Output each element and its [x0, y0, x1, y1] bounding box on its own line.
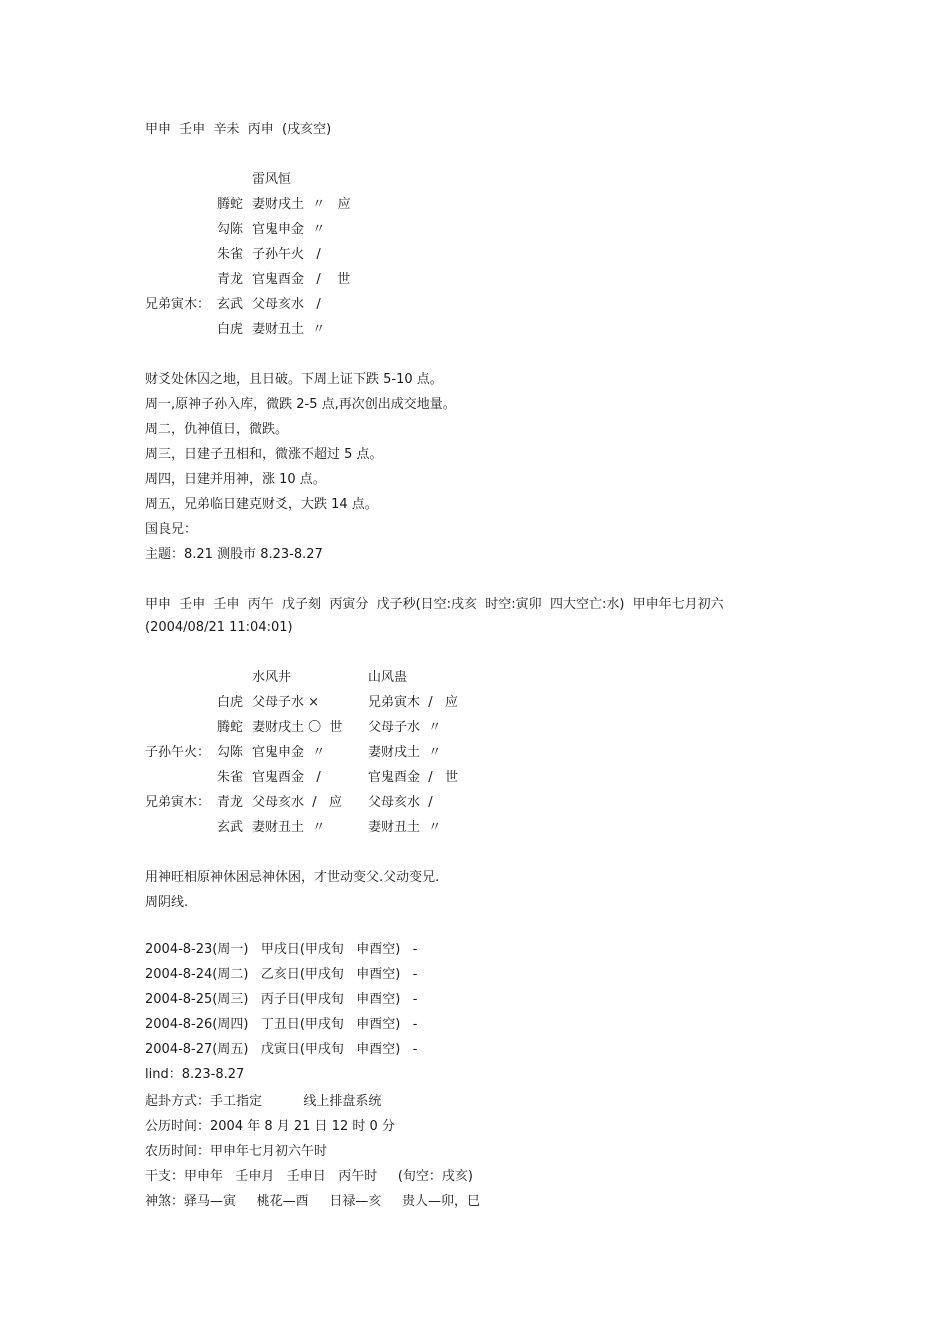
lind-line: lind：8.23-8.27 [145, 1067, 245, 1082]
yao-line: 官鬼酉金 / [252, 770, 321, 785]
yao-line: 官鬼酉金 / 世 [252, 272, 351, 287]
fushen-label: 兄弟寅木： [145, 795, 211, 810]
analysis-line: 周四，日建并用神，涨 10 点。 [145, 472, 326, 487]
day-row: 2004-8-23(周一) 甲戌日(甲戌旬 申酉空) - [145, 942, 418, 957]
analysis-line: 财爻处休囚之地，且日破。下周上证下跌 5-10 点。 [145, 372, 443, 387]
main-hexagram-title: 水风井 [252, 670, 292, 685]
six-god: 腾蛇 [217, 197, 244, 212]
changed-hexagram-title: 山风蛊 [368, 670, 408, 685]
changed-yao-line: 父母子水 〃 [368, 720, 442, 735]
salutation: 国良兄： [145, 522, 198, 537]
yao-line: 父母亥水 / [252, 297, 321, 312]
day-row: 2004-8-24(周二) 乙亥日(甲戌旬 申酉空) - [145, 967, 418, 982]
datetime-line: (2004/08/21 11:04:01) [145, 620, 293, 635]
changed-yao-line: 官鬼酉金 / 世 [368, 770, 459, 785]
six-god: 勾陈 [217, 222, 244, 237]
changed-yao-line: 妻财戌土 〃 [368, 745, 442, 760]
lunar-time: 农历时间：甲申年七月初六午时 [145, 1144, 328, 1159]
fushen-label: 兄弟寅木： [145, 297, 211, 312]
analysis-line: 周五，兄弟临日建克财爻，大跌 14 点。 [145, 497, 378, 512]
yao-line: 官鬼申金 〃 [252, 745, 326, 760]
solar-time: 公历时间：2004 年 8 月 21 日 12 时 0 分 [145, 1119, 395, 1134]
six-god: 朱雀 [217, 770, 244, 785]
changed-yao-line: 妻财丑土 〃 [368, 820, 442, 835]
yao-line: 妻财戌土 〃 应 [252, 197, 351, 212]
yao-line: 妻财戌土 〇 世 [252, 720, 343, 735]
fushen-label: 子孙午火： [145, 745, 211, 760]
six-god: 白虎 [217, 322, 244, 337]
six-god: 勾陈 [217, 745, 244, 760]
six-god: 白虎 [217, 695, 244, 710]
changed-yao-line: 父母亥水 / [368, 795, 433, 810]
shensha-line: 神煞：驿马—寅 桃花—酉 日禄—亥 贵人—卯，巳 [145, 1194, 480, 1209]
ganzhi-header-full: 甲申 壬申 壬申 丙午 戊子刻 丙寅分 戊子秒(日空:戌亥 时空:寅卯 四大空亡:水) 甲申年七月初六 [145, 597, 724, 612]
divination-method: 起卦方式：手工指定 线上排盘系统 [145, 1094, 382, 1109]
analysis-line: 用神旺相原神休困忌神休困，才世动变父.父动变兄. [145, 870, 440, 885]
yao-line: 官鬼申金 〃 [252, 222, 326, 237]
day-row: 2004-8-27(周五) 戊寅日(甲戌旬 申酉空) - [145, 1042, 418, 1057]
six-god: 青龙 [217, 272, 244, 287]
ganzhi-header: 甲申 壬申 辛未 丙申 (戌亥空) [145, 122, 332, 137]
six-god: 玄武 [217, 297, 244, 312]
yao-line: 父母子水 × [252, 695, 320, 710]
analysis-line: 周二，仇神值日，微跌。 [145, 422, 289, 437]
subject-line: 主题：8.21 测股市 8.23-8.27 [145, 547, 323, 562]
hexagram-title: 雷风恒 [252, 172, 292, 187]
six-god: 腾蛇 [217, 720, 244, 735]
yao-line: 子孙午火 / [252, 247, 321, 262]
yao-line: 妻财丑土 〃 [252, 322, 326, 337]
analysis-line: 周三，日建子丑相和，微涨不超过 5 点。 [145, 447, 383, 462]
yao-line: 父母亥水 / 应 [252, 795, 343, 810]
six-god: 玄武 [217, 820, 244, 835]
yao-line: 妻财丑土 〃 [252, 820, 326, 835]
six-god: 朱雀 [217, 247, 244, 262]
analysis-line: 周一,原神子孙入库，微跌 2-5 点,再次创出成交地量。 [145, 397, 456, 412]
ganzhi-line: 干支：甲申年 壬申月 壬申日 丙午时 (旬空：戌亥) [145, 1169, 473, 1184]
analysis-line: 周阴线. [145, 895, 189, 910]
changed-yao-line: 兄弟寅木 / 应 [368, 695, 459, 710]
six-god: 青龙 [217, 795, 244, 810]
day-row: 2004-8-26(周四) 丁丑日(甲戌旬 申酉空) - [145, 1017, 418, 1032]
day-row: 2004-8-25(周三) 丙子日(甲戌旬 申酉空) - [145, 992, 418, 1007]
